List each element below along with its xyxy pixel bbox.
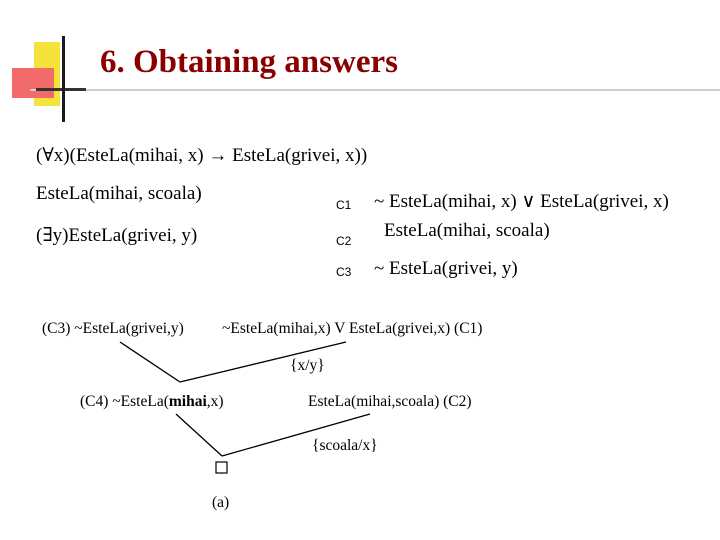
fact-formula-2: (∃y)EsteLa(grivei, y) (36, 225, 198, 246)
main-formula: (∀x)(EsteLa(mihai, x) → EsteLa(grivei, x)) (36, 145, 368, 166)
substitution-1: {x/y} (290, 357, 325, 374)
clause-c2: EsteLa(mihai, scoala) (384, 220, 550, 241)
tree-node-c4 (80, 393, 224, 411)
clause-label-c1: C1 (336, 198, 352, 212)
tree-node-c4-bold: mihai (168, 393, 207, 410)
tree-node-c4-suffix: ,x) (206, 393, 224, 410)
edge-c3-to-c4 (120, 342, 180, 382)
substitution-2: {scoala/x} (312, 437, 378, 454)
tree-node-c2: EsteLa(mihai,scoala) (C2) (308, 393, 472, 410)
tree-node-c1: ~EsteLa(mihai,x) V EsteLa(grivei,x) (C1) (222, 320, 483, 337)
fact-formula-1: EsteLa(mihai, scoala) (36, 183, 202, 204)
slide-title: 6. Obtaining answers (100, 44, 398, 80)
empty-clause-box (216, 462, 227, 473)
clause-c3: ~ EsteLa(grivei, y) (374, 258, 518, 279)
clause-label-c3: C3 (336, 265, 352, 279)
result-label: (a) (212, 494, 230, 511)
tree-node-c4-prefix: (C4) ~EsteLa( (80, 393, 169, 410)
tree-node-c3: (C3) ~EsteLa(grivei,y) (42, 320, 184, 337)
edge-c4-to-empty (176, 414, 222, 456)
clause-label-c2: C2 (336, 234, 352, 248)
clause-c1: ~ EsteLa(mihai, x) ∨ EsteLa(grivei, x) (374, 191, 669, 212)
